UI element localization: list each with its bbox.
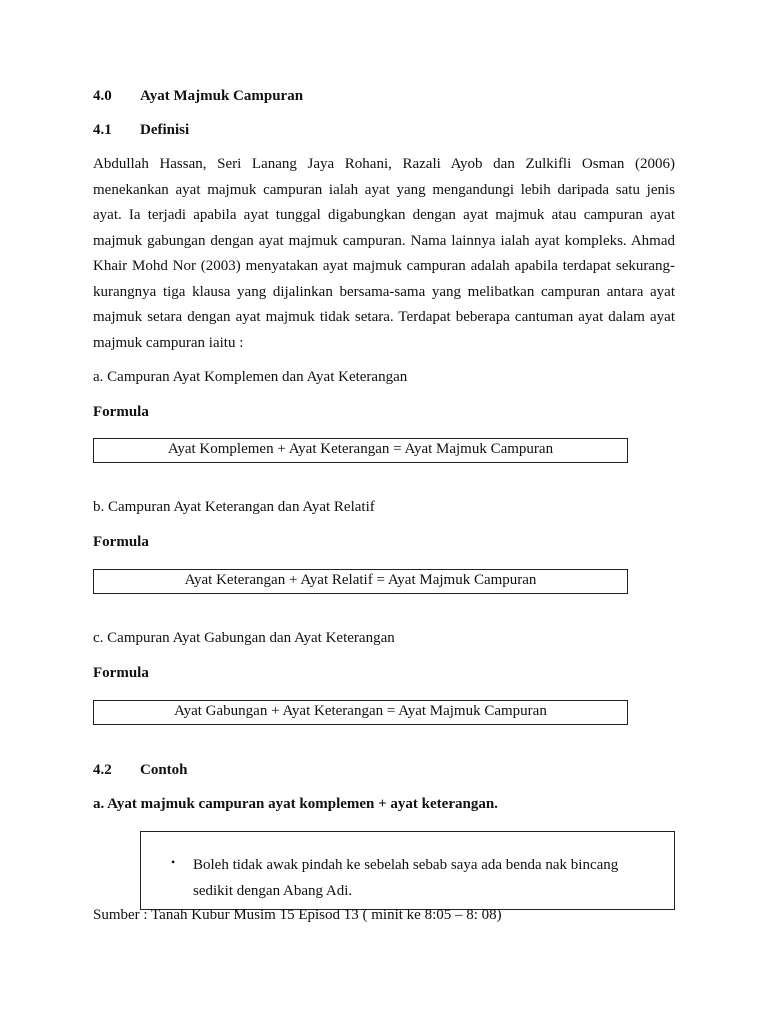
subsection-title: Contoh <box>140 762 188 778</box>
subsection-number: 4.1 <box>93 122 112 138</box>
example-a-sentence <box>193 852 653 904</box>
subsection-title: Definisi <box>140 122 190 138</box>
type-c-label: c. Campuran Ayat Gabungan dan Ayat Keterangan <box>93 630 395 646</box>
example-line: Boleh tidak awak pindah ke sebelah sebab saya ada benda nak bincang <box>193 857 619 873</box>
example-a-source: Sumber : Tanah Kubur Musim 15 Episod 13 ( minit ke 8:05 – 8: 08) <box>93 907 502 923</box>
section-title: Ayat Majmuk Campuran <box>140 88 304 104</box>
type-b-formula-heading: Formula <box>93 534 149 550</box>
section-heading <box>93 88 303 105</box>
type-b-formula-box <box>93 569 628 594</box>
example-a-heading: a. Ayat majmuk campuran ayat komplemen + ayat keterangan. <box>93 796 498 812</box>
type-c-formula-box <box>93 700 628 725</box>
type-c-formula-heading: Formula <box>93 665 149 681</box>
example-line: sedikit dengan Abang Adi. <box>193 883 353 899</box>
type-a-formula-box <box>93 438 628 463</box>
bullet-icon: • <box>171 855 176 869</box>
subsection-example-heading <box>93 762 188 779</box>
section-number: 4.0 <box>93 88 112 104</box>
subsection-definition-heading <box>93 122 189 139</box>
paragraph-line: majmuk setara dengan ayat majmuk tidak setara. Terdapat beberapa cantuman ayat dalam ayat <box>93 309 675 325</box>
paragraph-line: majmuk gabungan dengan ayat majmuk campuran. Nama lainnya ialah ayat kompleks. Ahmad <box>93 232 675 249</box>
paragraph-line: kurangnya tiga klausa yang dijalinkan bersama-sama yang melibatkan campuran antara ayat <box>93 283 675 300</box>
definition-paragraph <box>93 152 675 356</box>
paragraph-line: ayat. Ia terjadi apabila ayat tunggal digabungkan dengan ayat majmuk atau campuran ayat <box>93 207 675 223</box>
type-a-formula: Ayat Komplemen + Ayat Keterangan = Ayat Majmuk Campuran <box>167 441 554 457</box>
type-a-label: a. Campuran Ayat Komplemen dan Ayat Keterangan <box>93 369 408 385</box>
type-b-label: b. Campuran Ayat Keterangan dan Ayat Relatif <box>93 499 375 515</box>
paragraph-line: Khair Mohd Nor (2003) menyatakan ayat majmuk campuran adalah apabila terdapat sekurang- <box>93 258 675 274</box>
paragraph-line: menekankan ayat majmuk campuran ialah ayat yang mengandungi lebih daripada satu jenis <box>93 181 675 198</box>
paragraph-line: Abdullah Hassan, Seri Lanang Jaya Rohani, Razali Ayob dan Zulkifli Osman (2006) <box>93 156 675 172</box>
type-a-formula-heading: Formula <box>93 404 149 420</box>
subsection-number: 4.2 <box>93 762 112 778</box>
paragraph-line: majmuk campuran iaitu : <box>93 334 244 351</box>
example-a-box <box>140 831 675 910</box>
type-b-formula: Ayat Keterangan + Ayat Relatif = Ayat Majmuk Campuran <box>184 572 537 588</box>
type-c-formula: Ayat Gabungan + Ayat Keterangan = Ayat Majmuk Campuran <box>174 703 547 719</box>
